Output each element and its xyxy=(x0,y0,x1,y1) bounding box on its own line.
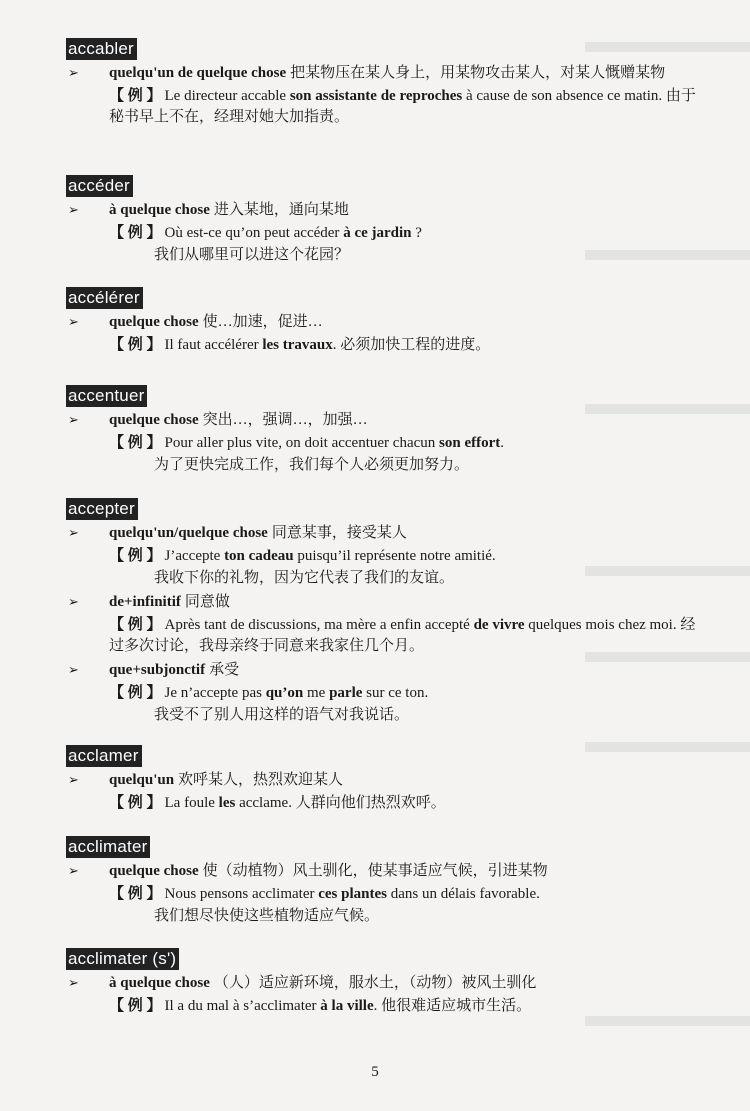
example-tag: 【 例 】 xyxy=(109,225,162,241)
bleed-through-mark xyxy=(585,1016,750,1026)
headword: acclimater xyxy=(66,836,150,858)
example-tag: 【 例 】 xyxy=(109,337,162,353)
example-translation: 我收下你的礼物，因为它代表了我们的友谊。 xyxy=(154,570,455,586)
example-french: La foule xyxy=(164,795,219,811)
sense xyxy=(66,200,706,266)
example-translation: 经过多次讨论，我母亲终于同意来我家住几个月。 xyxy=(109,617,696,654)
chinese-definition: （人）适应新环境，服水土，（动物）被风土驯化 xyxy=(213,975,537,991)
sense xyxy=(66,770,706,814)
example xyxy=(109,996,706,1017)
example xyxy=(109,86,706,128)
example-highlight: qu’on xyxy=(265,685,304,701)
example-french: . xyxy=(500,435,504,451)
example-french: acclame. xyxy=(235,795,292,811)
chinese-definition: 同意某事，接受某人 xyxy=(271,525,407,541)
example-highlight: ton cadeau xyxy=(224,548,294,564)
entry-accabler xyxy=(66,38,706,128)
chinese-definition: 承受 xyxy=(209,662,240,678)
usage-pattern: quelqu'un/quelque chose xyxy=(109,525,268,541)
usage-pattern: quelque chose xyxy=(109,863,199,879)
example-translation: 我们从哪里可以进这个花园？ xyxy=(154,247,350,263)
example-french: Après tant de discussions, ma mère a enfin accepté xyxy=(164,617,474,633)
usage-pattern: quelque chose xyxy=(109,412,199,428)
example xyxy=(109,683,706,704)
example-translation: 由于秘书早上不在，经理对她大加指责。 xyxy=(109,88,696,125)
example-translation: 为了更快完成工作，我们每个人必须更加努力。 xyxy=(154,457,470,473)
chinese-definition: 欢呼某人，热烈欢迎某人 xyxy=(178,772,344,788)
headword: accepter xyxy=(66,498,138,520)
usage-pattern: que+subjonctif xyxy=(109,662,206,678)
entry-accelerer xyxy=(66,287,706,356)
example-highlight: son effort xyxy=(439,435,501,451)
example-tag: 【 例 】 xyxy=(109,998,162,1014)
example-highlight: parle xyxy=(329,685,363,701)
sense xyxy=(66,523,706,589)
example xyxy=(109,335,706,356)
chinese-definition: 进入某地，通向某地 xyxy=(213,202,349,218)
example xyxy=(109,793,706,814)
example-tag: 【 例 】 xyxy=(109,886,162,902)
entry-acclimater-s xyxy=(66,948,706,1017)
chinese-definition: 同意做 xyxy=(184,594,230,610)
usage-pattern: à quelque chose xyxy=(109,202,210,218)
example-french: sur ce ton. xyxy=(362,685,429,701)
example-french: Le directeur accable xyxy=(164,88,290,104)
example-tag: 【 例 】 xyxy=(109,617,162,633)
example-french: Pour aller plus vite, on doit accentuer chacun xyxy=(164,435,440,451)
arrow-bullet-icon: ➢ xyxy=(68,315,79,330)
arrow-bullet-icon: ➢ xyxy=(68,526,79,541)
example-french: dans un délais favorable. xyxy=(386,886,540,902)
arrow-bullet-icon: ➢ xyxy=(68,663,79,678)
example-highlight: ces plantes xyxy=(318,886,387,902)
example-tag: 【 例 】 xyxy=(109,685,162,701)
sense xyxy=(66,973,706,1017)
arrow-bullet-icon: ➢ xyxy=(68,203,79,218)
example-translation: 我们想尽快使这些植物适应气候。 xyxy=(154,908,380,924)
example-french: ? xyxy=(411,225,422,241)
chinese-definition: 突出…，强调…，加强… xyxy=(202,412,368,428)
arrow-bullet-icon: ➢ xyxy=(68,66,79,81)
example-translation: 必须加快工程的进度。 xyxy=(340,337,491,353)
headword: accabler xyxy=(66,38,137,60)
sense xyxy=(66,861,706,927)
usage-pattern: quelqu'un de quelque chose xyxy=(109,65,287,81)
example-french: Je n’accepte pas xyxy=(164,685,266,701)
example-highlight: son assistante de reproches xyxy=(289,88,463,104)
chinese-definition: 使…加速，促进… xyxy=(202,314,323,330)
example-highlight: les travaux xyxy=(262,337,333,353)
example xyxy=(109,615,706,657)
chinese-definition: 把某物压在某人身上，用某物攻击某人，对某人慨赠某物 xyxy=(290,65,666,81)
example-highlight: les xyxy=(218,795,236,811)
arrow-bullet-icon: ➢ xyxy=(68,976,79,991)
example-highlight: à ce jardin xyxy=(343,225,412,241)
example-french: . xyxy=(332,337,337,353)
sense xyxy=(66,592,706,657)
arrow-bullet-icon: ➢ xyxy=(68,413,79,428)
page-number: 5 xyxy=(371,1064,379,1080)
headword: accélérer xyxy=(66,287,143,309)
sense xyxy=(66,312,706,356)
entry-acceder xyxy=(66,175,706,266)
entry-accentuer xyxy=(66,385,706,476)
example-french: Où est-ce qu’on peut accéder xyxy=(164,225,344,241)
example-tag: 【 例 】 xyxy=(109,548,162,564)
headword: accentuer xyxy=(66,385,147,407)
example-highlight: de vivre xyxy=(473,617,525,633)
example-tag: 【 例 】 xyxy=(109,795,162,811)
example-tag: 【 例 】 xyxy=(109,88,162,104)
example-french: puisqu’il représente notre amitié. xyxy=(293,548,496,564)
entry-acclimater xyxy=(66,836,706,927)
example-french: . xyxy=(373,998,378,1014)
arrow-bullet-icon: ➢ xyxy=(68,773,79,788)
example-french: Nous pensons acclimater xyxy=(164,886,319,902)
example-french: Il a du mal à s’acclimater xyxy=(164,998,321,1014)
headword: acclimater (s') xyxy=(66,948,179,970)
usage-pattern: à quelque chose xyxy=(109,975,210,991)
sense xyxy=(66,410,706,476)
example xyxy=(109,433,706,454)
example xyxy=(109,223,706,244)
example-french: J’accepte xyxy=(164,548,225,564)
sense xyxy=(66,660,706,726)
example-french: me xyxy=(303,685,330,701)
entry-accepter xyxy=(66,498,706,726)
example-french: à cause de son absence ce matin. xyxy=(462,88,663,104)
usage-pattern: de+infinitif xyxy=(109,594,181,610)
example-translation: 他很难适应城市生活。 xyxy=(381,998,532,1014)
example xyxy=(109,884,706,905)
example-french: quelques mois chez moi. xyxy=(524,617,677,633)
headword: acclamer xyxy=(66,745,142,767)
example-tag: 【 例 】 xyxy=(109,435,162,451)
usage-pattern: quelque chose xyxy=(109,314,199,330)
sense xyxy=(66,63,706,128)
example xyxy=(109,546,706,567)
chinese-definition: 使（动植物）风土驯化，使某事适应气候，引进某物 xyxy=(202,863,548,879)
arrow-bullet-icon: ➢ xyxy=(68,864,79,879)
headword: accéder xyxy=(66,175,133,197)
usage-pattern: quelqu'un xyxy=(109,772,175,788)
arrow-bullet-icon: ➢ xyxy=(68,595,79,610)
example-french: Il faut accélérer xyxy=(164,337,263,353)
entry-acclamer xyxy=(66,745,706,814)
example-translation: 人群向他们热烈欢呼。 xyxy=(295,795,446,811)
example-highlight: à la ville xyxy=(320,998,374,1014)
example-translation: 我受不了别人用这样的语气对我说话。 xyxy=(154,707,410,723)
